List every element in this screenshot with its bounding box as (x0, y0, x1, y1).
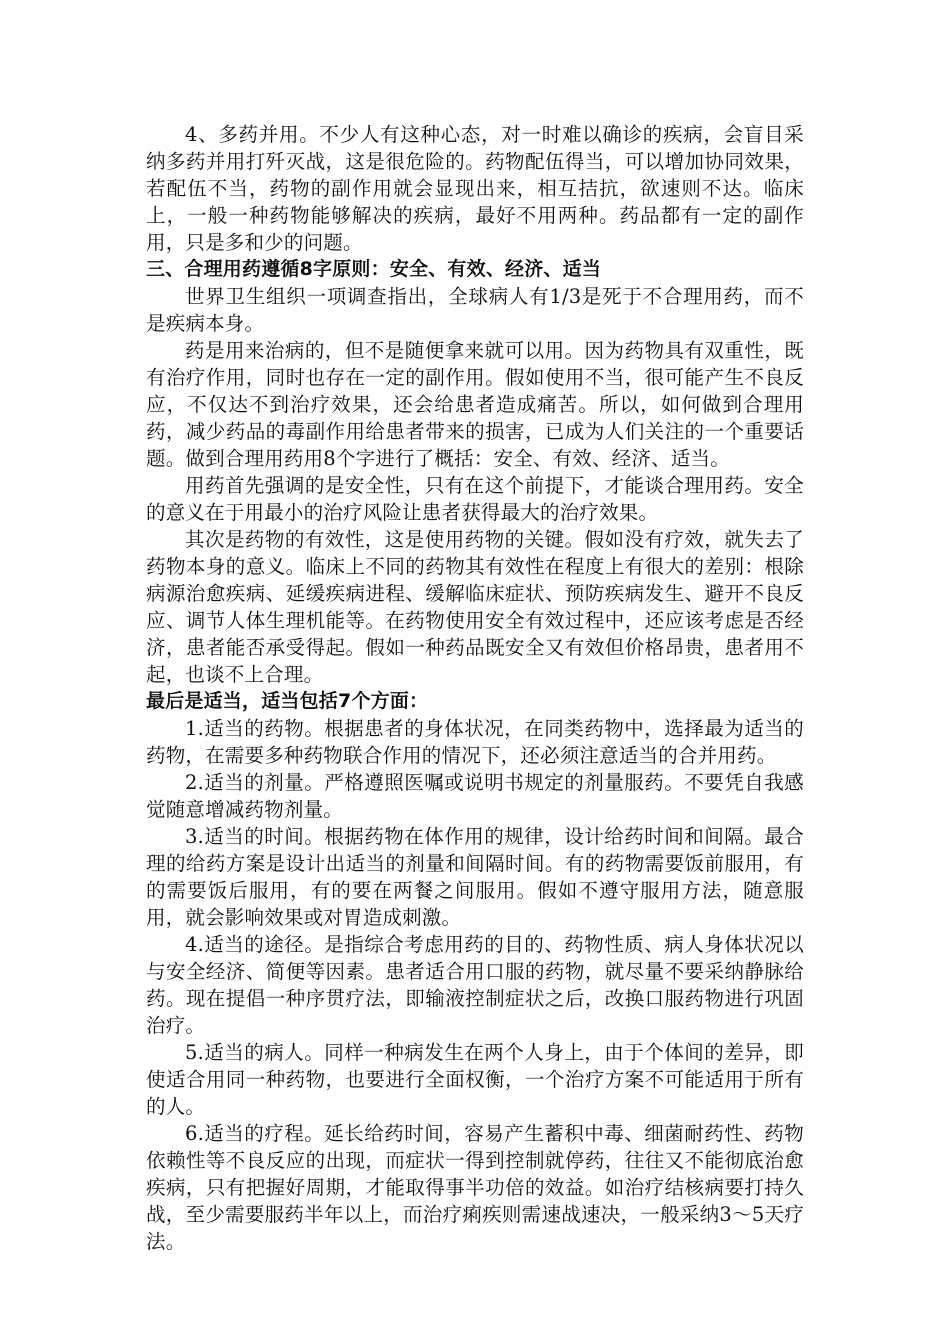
paragraph-safety: 用药首先强调的是安全性，只有在这个前提下，才能谈合理用药。安全的意义在于用最小的治疗风险让患者获得最大的治疗效果。 (146, 474, 804, 524)
document-body (146, 121, 804, 1255)
paragraph-who-survey: 世界卫生组织一项调查指出，全球病人有1/3是死于不合理用药，而不是疾病本身。 (146, 285, 804, 335)
subheading-appropriateness: 最后是适当，适当包括7个方面： (146, 690, 429, 712)
paragraph-effectiveness: 其次是药物的有效性，这是使用药物的关键。假如没有疗效，就失去了药物本身的意义。临床上不同的药物其有效性在程度上有很大的差别：根除病源治愈疾病、延缓疾病进程、缓解临床症状、预防疾病发生、避开不良反应、调节人体生理机能等。在药物使用安全有效过程中，还应该考虑是否经济，患者能否承受得起。假如一种药品既安全又有效但价格昂贵，患者用不起，也谈不上合理。 (146, 528, 804, 686)
paragraph-multi-drug: 4、多药并用。不少人有这种心态，对一时难以确诊的疾病，会盲目采纳多药并用打歼灭战，这是很危险的。药物配伍得当，可以增加协同效果，若配伍不当，药物的副作用就会显现出来，相互拮抗，欲速则不达。临床上，一般一种药物能够解决的疾病，最好不用两种。药品都有一定的副作用，只是多和少的问题。 (146, 123, 804, 254)
paragraph-drug-duality: 药是用来治病的，但不是随便拿来就可以用。因为药物具有双重性，既有治疗作用，同时也存在一定的副作用。假如使用不当，很可能产生不良反应，不仅达不到治疗效果，还会给患者造成痛苦。所以，如何做到合理用药，减少药品的毒副作用给患者带来的损害，已成为人们关注的一个重要话题。做到合理用药用8个字进行了概括：安全、有效、经济、适当。 (146, 339, 804, 470)
list-item-appropriate-patient: 5.适当的病人。同样一种病发生在两个人身上，由于个体间的差异，即使适合用同一种药物，也要进行全面权衡，一个治疗方案不可能适用于所有的人。 (146, 1041, 804, 1118)
list-item-appropriate-drug: 1.适当的药物。根据患者的身体状况，在同类药物中，选择最为适当的药物，在需要多种药物联合作用的情况下，还必须注意适当的合并用药。 (146, 717, 804, 767)
list-item-appropriate-dose: 2.适当的剂量。严格遵照医嘱或说明书规定的剂量服药。不要凭自我感觉随意增减药物剂量。 (146, 771, 804, 821)
list-item-appropriate-course: 6.适当的疗程。延长给药时间，容易产生蓄积中毒、细菌耐药性、药物依赖性等不良反应的出现，而症状一得到控制就停药，往往又不能彻底治愈疾病，只有把握好周期，才能取得事半功倍的效益。如治疗结核病要打持久战，至少需要服药半年以上，而治疗痢疾则需速战速决，一般采纳3～5天疗法。 (146, 1122, 804, 1253)
list-item-appropriate-time: 3.适当的时间。根据药物在体作用的规律，设计给药时间和间隔。最合理的给药方案是设计出适当的剂量和间隔时间。有的药物需要饭前服用，有的需要饭后服用，有的要在两餐之间服用。假如不遵守服用方法，随意服用，就会影响效果或对胃造成刺激。 (146, 825, 804, 929)
section-heading-eight-principles: 三、合理用药遵循8字原则：安全、有效、经济、适当 (146, 258, 602, 280)
list-item-appropriate-route: 4.适当的途径。是指综合考虑用药的目的、药物性质、病人身体状况以与安全经济、简便等因素。患者适合用口服的药物，就尽量不要采纳静脉给药。现在提倡一种序贯疗法，即输液控制症状之后，改换口服药物进行巩固治疗。 (146, 933, 804, 1037)
